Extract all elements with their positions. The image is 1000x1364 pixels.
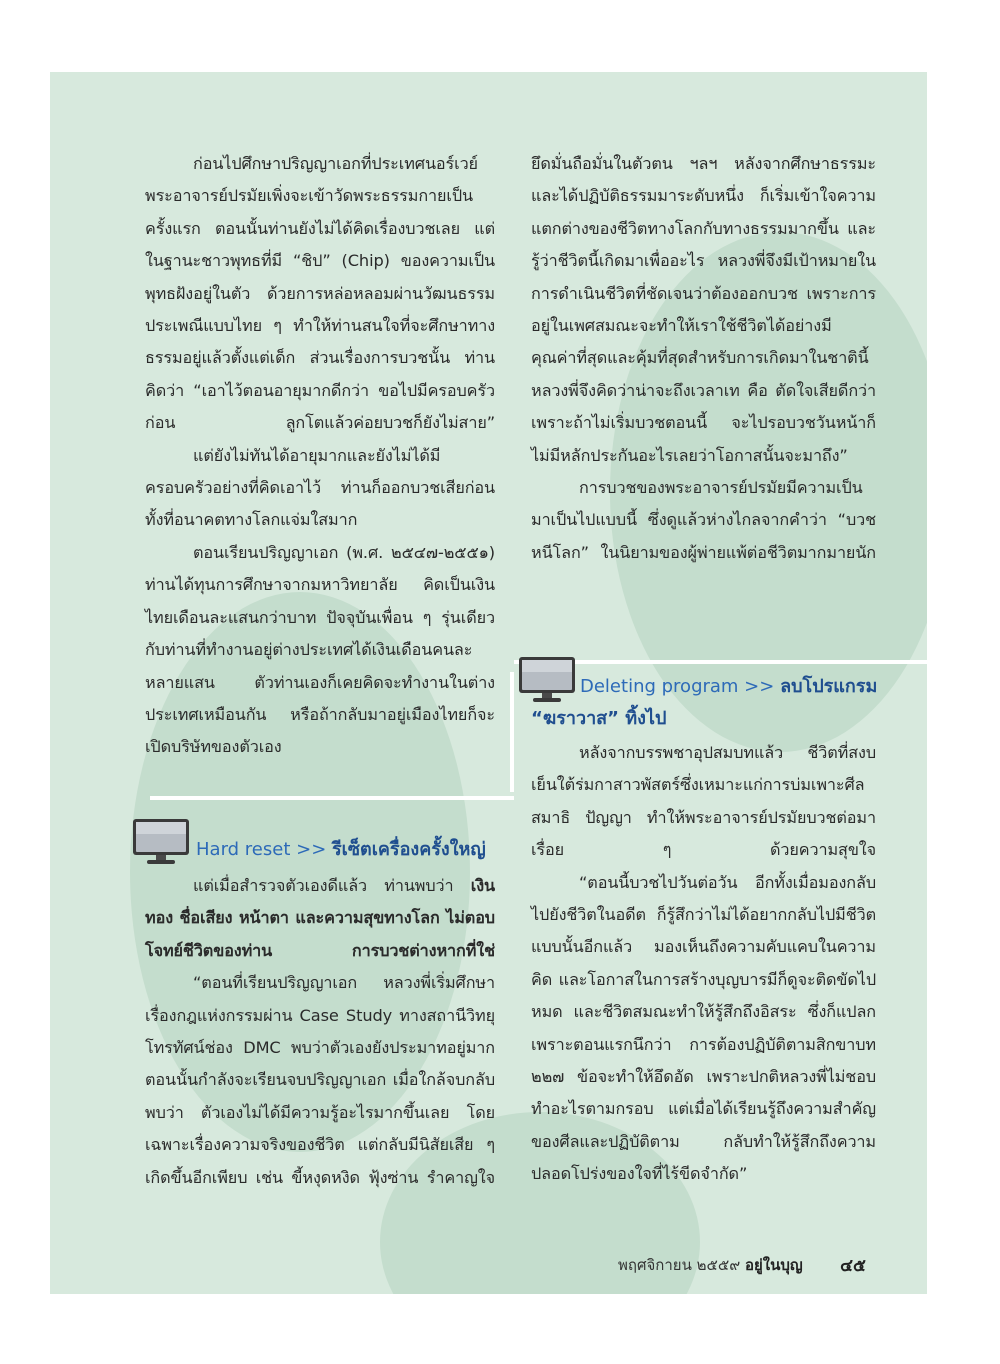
deleting-heading-line1 (580, 672, 877, 702)
hard-reset-heading-en: Hard reset >> (196, 839, 327, 860)
right-paragraph-1: ยึดมั่นถือมั่นในตัวตน ฯลฯ หลังจากศึกษาธรรมะ และได้ปฏิบัติธรรมมาระดับหนึ่ง ก็เริ่มเข้าใจความแตกต่างของชีวิตทางโลกกับทางธรรมมากขึ้น และรู้ว่าชีวิตนี้เกิดมาเพื่ออะไร หลวงพี่จึงมีเป้าหมายในการดำเนินชีวิตที่ชัดเจนว่าต้องออกบวช เพราะการอยู่ในเพศสมณะจะทำให้เราใช้ชีวิตได้อย่างมีคุณค่าที่สุดและคุ้มที่สุดสำหรับการเกิดมาในชาตินี้ หลวงพี่จึงคิดว่าน่าจะถึงเวลาเท คือ ตัดใจเสียดีกว่า เพราะถ้าไม่เริ่มบวชตอนนี้ จะไปรอบวชวันหน้าก็ไม่มีหลักประกันอะไรเลยว่าโอกาสนั้นจะมาถึง” (531, 154, 876, 465)
decor-line-1 (510, 672, 514, 792)
deleting-heading-en: Deleting program >> (580, 676, 775, 697)
hard-reset-heading-th: รีเซ็ตเครื่องครั้งใหญ่ (332, 839, 486, 860)
page-number: ๔๕ (830, 1252, 876, 1280)
hard-reset-heading (196, 835, 486, 865)
left-column (145, 148, 495, 764)
deleting-body (531, 737, 876, 1191)
right-paragraph-2: การบวชของพระอาจารย์ปรมัยมีความเป็นมาเป็นไปแบบนี้ ซึ่งดูแล้วห่างไกลจากคำว่า “บวชหนีโลก” ในนิยามของผู้พ่ายแพ้ต่อชีวิตมากมายนัก (531, 478, 876, 562)
hard-reset-paragraph-1 (145, 870, 495, 967)
monitor-icon (518, 656, 576, 704)
deleting-paragraph-2: “ตอนนี้บวชไปวันต่อวัน อีกทั้งเมื่อมองกลับไปยังชีวิตในอดีต ก็รู้สึกว่าไม่ได้อยากกลับไปมีชีวิตแบบนั้นอีกแล้ว มองเห็นถึงความคับแคบในความคิด และโอกาสในการสร้างบุญบารมีก็ดูจะติดขัดไปหมด และชีวิตสมณะทำให้รู้สึกถึงอิสระ ซึ่งก็แปลกเพราะตอนแรกนึกว่า การต้องปฏิบัติตามสิกขาบท ๒๒๗ ข้อจะทำให้อึดอัด เพราะปกติหลวงพี่ไม่ชอบทำอะไรตามกรอบ แต่เมื่อได้เรียนรู้ถึงความสำคัญของศีลและปฏิบัติตาม กลับทำให้รู้สึกถึงความปลอดโปร่งของใจที่ไร้ขีดจำกัด” (531, 872, 876, 1184)
left-paragraph-1: ก่อนไปศึกษาปริญญาเอกที่ประเทศนอร์เวย์ พระอาจารย์ปรมัยเพิ่งจะเข้าวัดพระธรรมกายเป็นครั้งแรก ตอนนั้นท่านยังไม่ได้คิดเรื่องบวชเลย แต่ในฐานะชาวพุทธที่มี “ชิป” (Chip) ของความเป็นพุทธฝังอยู่ในตัว ด้วยการหล่อหลอมผ่านวัฒนธรรมประเพณีแบบไทย ๆ ทำให้ท่านสนใจที่จะศึกษาทางธรรมอยู่แล้วตั้งแต่เด็ก ส่วนเรื่องการบวชนั้น ท่านคิดว่า “เอาไว้ตอนอายุมากดีกว่า ขอไปมีครอบครัวก่อน ลูกโตแล้วค่อยบวชก็ยังไม่สาย” (145, 154, 495, 433)
hard-reset-body (145, 870, 495, 1194)
hard-reset-paragraph-2: “ตอนที่เรียนปริญญาเอก หลวงพี่เริ่มศึกษาเรื่องกฎแห่งกรรมผ่าน Case Study ทางสถานีวิทยุโทรทัศน์ช่อง DMC พบว่าตัวเองยังประมาทอยู่มาก ตอนนั้นกำลังจะเรียนจบปริญญาเอก เมื่อใกล้จบกลับพบว่า ตัวเองไม่ได้มีความรู้อะไรมากขึ้นเลย โดยเฉพาะเรื่องความจริงของชีวิต แต่กลับมีนิสัยเสีย ๆ เกิดขึ้นอีกเพียบ เช่น ขี้หงุดหงิด ฟุ้งซ่าน รำคาญใจ (145, 973, 495, 1187)
deleting-paragraph-1: หลังจากบรรพชาอุปสมบทแล้ว ชีวิตที่สงบเย็นใต้ร่มกาสาวพัสตร์ซึ่งเหมาะแก่การบ่มเพาะศีล สมาธิ ปัญญา ทำให้พระอาจารย์ปรมัยบวชต่อมาเรื่อย ๆ ด้วยความสุขใจ (531, 743, 876, 860)
right-column (531, 148, 876, 569)
hard-reset-p1-start: แต่เมื่อสำรวจตัวเองดีแล้ว ท่านพบว่า (193, 876, 471, 895)
monitor-icon (132, 818, 190, 866)
footer-magazine: อยู่ในบุญ (744, 1256, 803, 1274)
page-footer (618, 1254, 803, 1276)
deleting-heading-th-2: “ฆราวาส” ทิ้งไป (531, 708, 667, 729)
deleting-heading-th-1: ลบโปรแกรม (780, 676, 878, 697)
left-paragraph-2: แต่ยังไม่ทันได้อายุมากและยังไม่ได้มีครอบครัวอย่างที่คิดเอาไว้ ท่านก็ออกบวชเสียก่อน ทั้งที่อนาคตทางโลกแจ่มใสมาก (145, 445, 495, 530)
deleting-heading-line2 (531, 704, 666, 734)
left-paragraph-3: ตอนเรียนปริญญาเอก (พ.ศ. ๒๕๔๗-๒๕๕๑) ท่านได้ทุนการศึกษาจากมหาวิทยาลัย คิดเป็นเงินไทยเดือนละแสนกว่าบาท ปัจจุบันเพื่อน ๆ รุ่นเดียวกับท่านที่ทำงานอยู่ต่างประเทศได้เงินเดือนคนละหลายแสน ตัวท่านเองก็เคยคิดจะทำงานในต่างประเทศเหมือนกัน หรือถ้ากลับมาอยู่เมืองไทยก็จะเปิดบริษัทของตัวเอง (145, 542, 495, 757)
decor-line-2 (150, 796, 514, 800)
footer-issue: พฤศจิกายน ๒๕๕๙ (618, 1256, 741, 1274)
hard-reset-p1-bold: เงินทอง ชื่อเสียง หน้าตา และความสุขทางโลก ไม่ตอบโจทย์ชีวิตของท่าน การบวชต่างหากที่ใช่ (145, 876, 495, 960)
